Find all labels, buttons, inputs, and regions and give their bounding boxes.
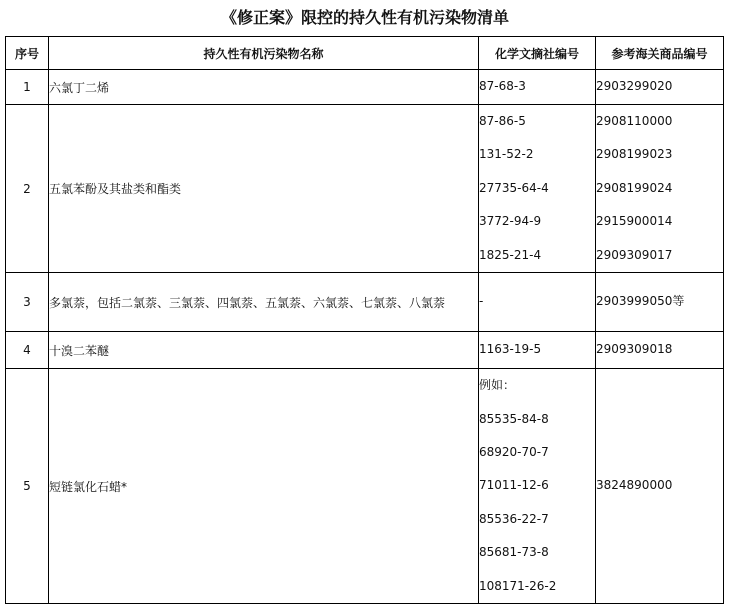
- row-name: 十溴二苯醚: [49, 332, 479, 369]
- row-hs: [596, 369, 724, 604]
- row-index: 1: [6, 70, 49, 105]
- hs-code: 2903299020: [596, 79, 673, 94]
- cas-number: -: [479, 294, 484, 309]
- table-row: [6, 273, 724, 332]
- cas-number: 85536-22-7: [479, 511, 549, 526]
- row-cas: [479, 105, 596, 273]
- table-row: [6, 70, 724, 105]
- row-index: 4: [6, 332, 49, 369]
- hs-code: 2908199024: [596, 180, 673, 195]
- cas-number: 87-86-5: [479, 114, 526, 128]
- header-name: 持久性有机污染物名称: [49, 37, 479, 70]
- table-row: [6, 105, 724, 273]
- row-name: 短链氯化石蜡*: [49, 369, 479, 604]
- cas-number: 71011-12-6: [479, 478, 549, 493]
- row-index: 3: [6, 273, 49, 332]
- row-cas: [479, 273, 596, 332]
- table-row: [6, 369, 724, 604]
- row-hs: [596, 273, 724, 332]
- cas-number: 1825-21-4: [479, 247, 542, 262]
- pollutant-table: [5, 36, 724, 604]
- row-name: 六氯丁二烯: [49, 70, 479, 105]
- hs-code: 2909309017: [596, 247, 673, 262]
- cas-number: 68920-70-7: [479, 444, 549, 459]
- header-cas: 化学文摘社编号: [479, 37, 596, 70]
- hs-code: 2908110000: [596, 114, 673, 128]
- cas-number: 85681-73-8: [479, 545, 549, 560]
- hs-code: 2915900014: [596, 214, 673, 229]
- hs-code: 2903999050等: [596, 294, 685, 309]
- cas-number: 108171-26-2: [479, 578, 557, 593]
- cas-number: 3772-94-9: [479, 214, 542, 229]
- row-name: 多氯萘，包括二氯萘、三氯萘、四氯萘、五氯萘、六氯萘、七氯萘、八氯萘: [49, 273, 479, 332]
- cas-number: 27735-64-4: [479, 180, 549, 195]
- hs-code: 2909309018: [596, 342, 673, 357]
- hs-code: 2908199023: [596, 147, 673, 162]
- cas-number: 85535-84-8: [479, 411, 549, 426]
- cas-number: 1163-19-5: [479, 342, 542, 357]
- cas-number: 87-68-3: [479, 79, 526, 94]
- cas-number: 131-52-2: [479, 147, 534, 162]
- table-row: [6, 332, 724, 369]
- row-index: 5: [6, 369, 49, 604]
- row-index: 2: [6, 105, 49, 273]
- cas-prefix-label: 例如：: [479, 378, 516, 393]
- row-hs: [596, 70, 724, 105]
- header-index: 序号: [6, 37, 49, 70]
- document-title: 《修正案》限控的持久性有机污染物清单: [220, 8, 509, 27]
- row-cas: [479, 70, 596, 105]
- row-cas: [479, 332, 596, 369]
- row-hs: [596, 105, 724, 273]
- hs-code: 3824890000: [596, 478, 673, 493]
- table-header-row: [6, 37, 724, 70]
- row-hs: [596, 332, 724, 369]
- header-hs: 参考海关商品编号: [596, 37, 724, 70]
- row-name: 五氯苯酚及其盐类和酯类: [49, 105, 479, 273]
- row-cas: [479, 369, 596, 604]
